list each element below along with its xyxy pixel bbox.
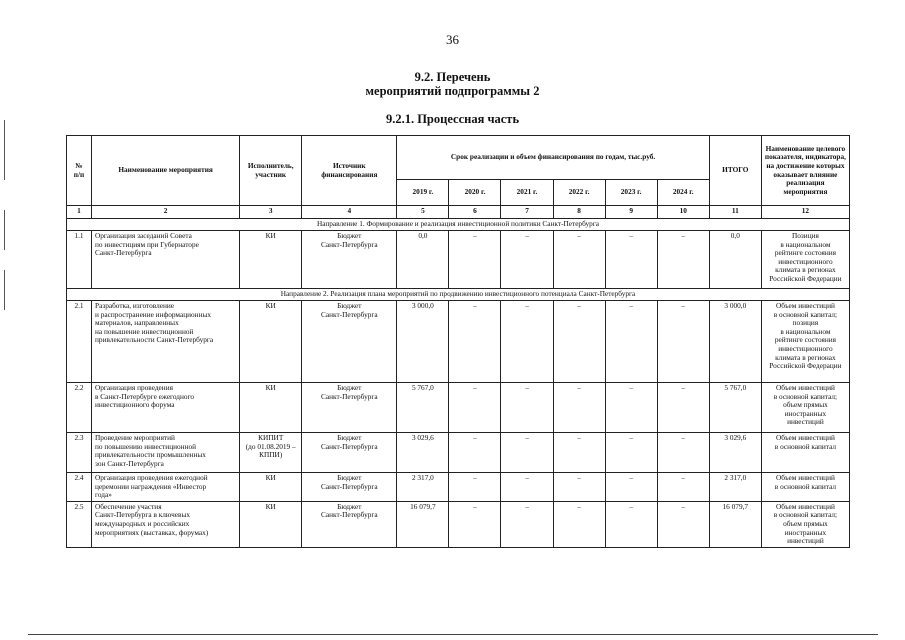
column-number: 8 [553, 206, 605, 219]
row-y2024: – [657, 301, 709, 383]
table-row [67, 473, 850, 502]
row-y2024: – [657, 501, 709, 547]
page-bottom-rule [28, 634, 878, 635]
row-y2023: – [605, 301, 657, 383]
row-executor: КИ [240, 473, 302, 502]
row-name: Разработка, изготовление и распространение информационных материалов, направленных на повышение инвестиционной привлекательности Санкт-Петербурга [92, 301, 240, 383]
row-y2023: – [605, 231, 657, 289]
row-indicator: Объем инвестиций в основной капитал; позиция в национальном рейтинге состояния инвестиционного климата в регионах Российской Федерации [761, 301, 849, 383]
row-name: Проведение мероприятий по повышению инвестиционной привлекательности промышленных зон Санкт-Петербурга [92, 433, 240, 473]
row-y2023: – [605, 433, 657, 473]
row-y2019: 3 029,6 [397, 433, 449, 473]
row-y2022: – [553, 501, 605, 547]
scan-edge-marks [4, 120, 6, 320]
header-executor: Исполнитель, участник [240, 136, 302, 206]
row-source: Бюджет Санкт-Петербурга [302, 473, 397, 502]
header-year: 2020 г. [449, 180, 501, 206]
row-y2022: – [553, 231, 605, 289]
table-row [67, 433, 850, 473]
row-num: 2.5 [67, 501, 92, 547]
row-indicator: Объем инвестиций в основной капитал; объем прямых иностранных инвестиций [761, 383, 849, 433]
row-y2024: – [657, 231, 709, 289]
column-number: 9 [605, 206, 657, 219]
row-indicator: Объем инвестиций в основной капитал [761, 433, 849, 473]
row-source: Бюджет Санкт-Петербурга [302, 301, 397, 383]
row-name: Организация проведения ежегодной церемонии награждения «Инвестор года» [92, 473, 240, 502]
column-number: 12 [761, 206, 849, 219]
row-y2019: 16 079,7 [397, 501, 449, 547]
row-y2022: – [553, 301, 605, 383]
row-y2024: – [657, 433, 709, 473]
column-number: 2 [92, 206, 240, 219]
row-y2019: 3 000,0 [397, 301, 449, 383]
header-year: 2023 г. [605, 180, 657, 206]
row-y2020: – [449, 433, 501, 473]
row-total: 16 079,7 [709, 501, 761, 547]
row-y2021: – [501, 473, 553, 502]
row-total: 5 767,0 [709, 383, 761, 433]
row-y2022: – [553, 383, 605, 433]
row-y2020: – [449, 383, 501, 433]
column-number: 4 [302, 206, 397, 219]
row-y2019: 2 317,0 [397, 473, 449, 502]
row-num: 2.2 [67, 383, 92, 433]
row-source: Бюджет Санкт-Петербурга [302, 383, 397, 433]
row-y2020: – [449, 301, 501, 383]
row-name: Обеспечение участия Санкт-Петербурга в ключевых международных и российских мероприятиях (выставках, форумах) [92, 501, 240, 547]
row-executor: КИ [240, 301, 302, 383]
header-source: Источник финансирования [302, 136, 397, 206]
title-line-1: 9.2. Перечень [414, 70, 491, 84]
row-indicator: Объем инвестиций в основной капитал [761, 473, 849, 502]
header-year: 2024 г. [657, 180, 709, 206]
table-row [67, 501, 850, 547]
direction-row [67, 219, 850, 231]
row-executor: КИПИТ (до 01.08.2019 – КППИ) [240, 433, 302, 473]
row-y2022: – [553, 473, 605, 502]
row-executor: КИ [240, 383, 302, 433]
row-total: 2 317,0 [709, 473, 761, 502]
direction-label: Направление 2. Реализация плана мероприятий по продвижению инвестиционного потенциала Санкт-Петербурга [67, 289, 850, 301]
row-indicator: Объем инвестиций в основной капитал; объем прямых иностранных инвестиций [761, 501, 849, 547]
row-num: 2.4 [67, 473, 92, 502]
direction-row [67, 289, 850, 301]
row-total: 0,0 [709, 231, 761, 289]
row-source: Бюджет Санкт-Петербурга [302, 501, 397, 547]
table-row [67, 231, 850, 289]
column-number: 6 [449, 206, 501, 219]
row-executor: КИ [240, 501, 302, 547]
header-name: Наименование мероприятия [92, 136, 240, 206]
row-y2023: – [605, 383, 657, 433]
row-name: Организация проведения в Санкт-Петербурге ежегодного инвестиционного форума [92, 383, 240, 433]
measures-table [66, 135, 850, 548]
column-number: 11 [709, 206, 761, 219]
section-subtitle: 9.2.1. Процессная часть [385, 112, 520, 126]
table-row [67, 301, 850, 383]
table-row [67, 383, 850, 433]
header-year: 2021 г. [501, 180, 553, 206]
header-period: Срок реализации и объем финансирования по годам, тыс.руб. [397, 136, 709, 180]
row-y2023: – [605, 473, 657, 502]
header-total: ИТОГО [709, 136, 761, 206]
row-y2021: – [501, 301, 553, 383]
header-num: № п/п [67, 136, 92, 206]
row-y2021: – [501, 231, 553, 289]
row-total: 3 029,6 [709, 433, 761, 473]
column-number: 5 [397, 206, 449, 219]
row-y2022: – [553, 433, 605, 473]
row-y2021: – [501, 433, 553, 473]
row-source: Бюджет Санкт-Петербурга [302, 433, 397, 473]
page-title [0, 70, 905, 98]
row-y2024: – [657, 473, 709, 502]
title-line-2: мероприятий подпрограммы 2 [365, 84, 540, 98]
page-number: 36 [446, 32, 459, 47]
row-y2020: – [449, 473, 501, 502]
row-num: 2.3 [67, 433, 92, 473]
column-number: 1 [67, 206, 92, 219]
row-y2021: – [501, 383, 553, 433]
header-year: 2019 г. [397, 180, 449, 206]
row-source: Бюджет Санкт-Петербурга [302, 231, 397, 289]
column-number: 10 [657, 206, 709, 219]
row-y2019: 0,0 [397, 231, 449, 289]
direction-label: Направление 1. Формирование и реализация инвестиционной политики Санкт-Петербурга [67, 219, 850, 231]
column-number: 7 [501, 206, 553, 219]
column-number: 3 [240, 206, 302, 219]
row-y2023: – [605, 501, 657, 547]
row-y2021: – [501, 501, 553, 547]
row-num: 2.1 [67, 301, 92, 383]
row-indicator: Позиция в национальном рейтинге состояния инвестиционного климата в регионах Российской Федерации [761, 231, 849, 289]
header-indicator: Наименование целевого показателя, индикатора, на достижение которых оказывает влияние реализация мероприятия [761, 136, 849, 206]
row-num: 1.1 [67, 231, 92, 289]
row-y2020: – [449, 501, 501, 547]
header-year: 2022 г. [553, 180, 605, 206]
row-y2019: 5 767,0 [397, 383, 449, 433]
row-name: Организация заседаний Совета по инвестициям при Губернаторе Санкт-Петербурга [92, 231, 240, 289]
row-executor: КИ [240, 231, 302, 289]
row-y2024: – [657, 383, 709, 433]
row-y2020: – [449, 231, 501, 289]
row-total: 3 000,0 [709, 301, 761, 383]
